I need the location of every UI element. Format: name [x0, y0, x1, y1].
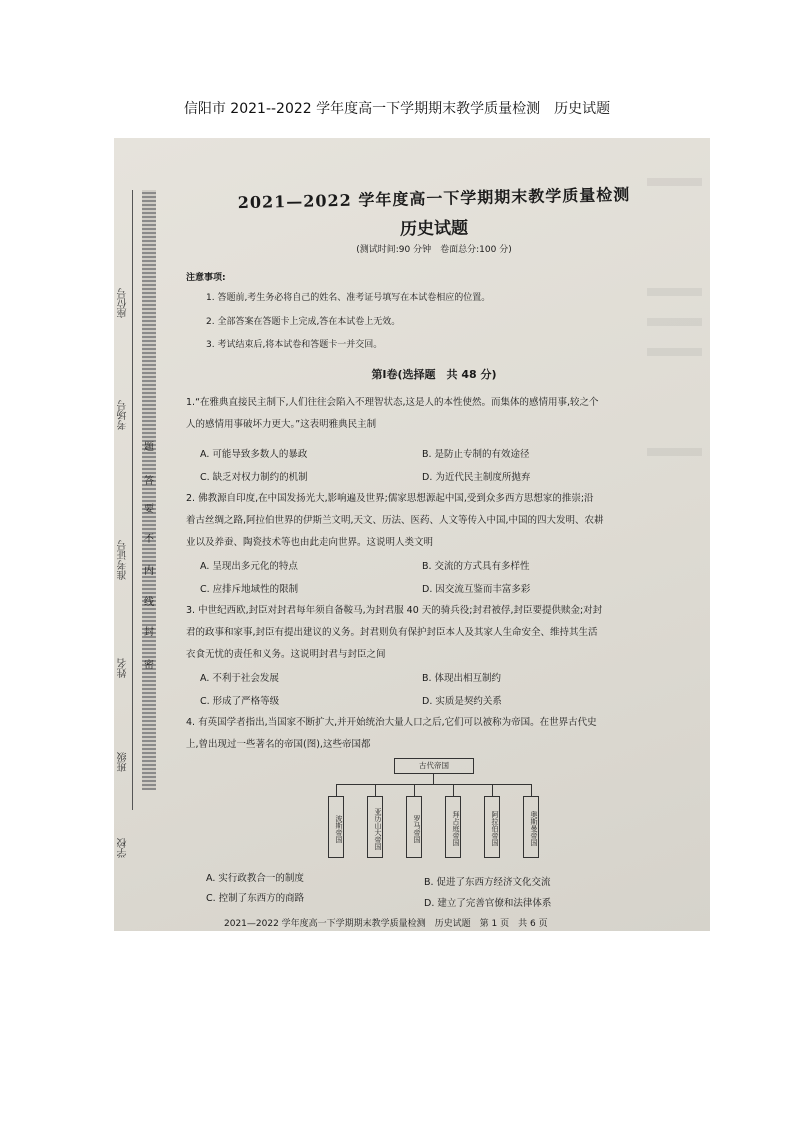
seal-char: 答: [144, 476, 154, 487]
question-line: 1.“在雅典直接民主制下,人们往往会陷入不理智状态,这是人的本性使然。而集体的感情用事,较之个: [186, 397, 599, 408]
diagram-node: 阿拉伯帝国: [484, 796, 500, 858]
notice-item: 1. 答题前,考生务必将自己的姓名、准考证号填写在本试卷相应的位置。: [206, 293, 491, 303]
bleed-mark: [647, 178, 702, 186]
q3-option-a: A. 不利于社会发展: [200, 673, 279, 684]
margin-school-label: 学校: [118, 838, 129, 858]
question-line: 3. 中世纪西欧,封臣对封君每年须自备鞍马,为封君服 40 天的骑兵役;封君被俘,封臣要提供赎金;对封: [186, 605, 603, 616]
diagram-connector: [433, 774, 434, 784]
q2-option-d: D. 因交流互鉴而丰富多彩: [422, 584, 531, 595]
diagram-connector: [336, 784, 337, 796]
diagram-node: 奥斯曼帝国: [523, 796, 539, 858]
q1-option-a: A. 可能导致多数人的暴政: [200, 449, 308, 460]
bleed-mark: [647, 448, 702, 456]
q2-option-a: A. 呈现出多元化的特点: [200, 561, 298, 572]
diagram-connector: [492, 784, 493, 796]
q4-option-d: D. 建立了完善官僚和法律体系: [424, 898, 552, 909]
page-footer: 2021—2022 学年度高一下学期期末教学质量检测 历史试题 第 1 页 共 6 页: [224, 919, 548, 929]
exam-photo: [114, 138, 710, 931]
exam-title: 2021—2022 学年度高一下学期期末教学质量检测: [237, 184, 631, 213]
empire-diagram: [324, 756, 544, 856]
bleed-mark: [647, 288, 702, 296]
diagram-node: 拜占庭帝国: [445, 796, 461, 858]
diagram-node: 罗马帝国: [406, 796, 422, 858]
margin-seal-strip: [142, 190, 156, 790]
diagram-connector: [336, 784, 532, 785]
q1-option-d: D. 为近代民主制度所抛弃: [422, 472, 531, 483]
seal-char: 封: [144, 627, 154, 638]
q1-option-b: B. 是防止专制的有效途径: [422, 449, 530, 460]
question-line: 君的政事和家事,封臣有提出建议的义务。封君则负有保护封臣本人及其家人生命安全、维持其生活: [186, 627, 598, 638]
notice-item: 3. 考试结束后,将本试卷和答题卡一并交回。: [206, 340, 383, 350]
q4-option-b: B. 促进了东西方经济文化交流: [424, 877, 551, 888]
diagram-node: 亚历山大帝国: [367, 796, 383, 858]
margin-name-label: 姓名: [118, 658, 129, 678]
q2-option-b: B. 交流的方式具有多样性: [422, 561, 530, 572]
question-3: [186, 600, 686, 666]
notice-item: 2. 全部答案在答题卡上完成,答在本试卷上无效。: [206, 317, 401, 327]
exam-time-info: (测试时间:90 分钟 卷面总分:100 分): [356, 245, 512, 255]
margin-seat-label: 座位号: [118, 288, 129, 318]
question-2: [186, 488, 686, 554]
q2-option-c: C. 应排斥地域性的限制: [200, 584, 299, 595]
question-line: 4. 有英国学者指出,当国家不断扩大,并开始统治大量人口之后,它们可以被称为帝国。在世界古代史: [186, 717, 597, 728]
question-line: 人的感情用事破坏力更大。”这表明雅典民主制: [186, 419, 377, 430]
q3-option-b: B. 体现出相互制约: [422, 673, 502, 684]
q4-option-a: A. 实行政教合一的制度: [206, 873, 304, 884]
question-4: [186, 712, 686, 756]
diagram-connector: [414, 784, 415, 796]
margin-cut-line: [132, 190, 133, 810]
notice-heading: 注意事项:: [186, 273, 226, 283]
diagram-root: 古代帝国: [394, 758, 474, 774]
q4-option-c: C. 控制了东西方的商路: [206, 893, 305, 904]
diagram-connector: [375, 784, 376, 796]
bleed-mark: [647, 318, 702, 326]
margin-class-label: 班级: [118, 752, 129, 772]
margin-admission-label: 准考证号: [118, 540, 129, 580]
question-line: 衣食无忧的责任和义务。这说明封君与封臣之间: [186, 649, 386, 660]
page-header: 信阳市 2021--2022 学年度高一下学期期末教学质量检测 历史试题: [183, 101, 611, 117]
seal-char: 线: [144, 597, 154, 608]
section-title: 第Ⅰ卷(选择题 共 48 分): [371, 368, 497, 381]
question-line: 着古丝绸之路,阿拉伯世界的伊斯兰文明,天文、历法、医药、人文等传入中国,中国的四大发明、农耕: [186, 515, 604, 526]
seal-char: 不: [144, 534, 154, 545]
diagram-node: 波斯帝国: [328, 796, 344, 858]
diagram-connector: [453, 784, 454, 796]
seal-char: 题: [144, 442, 154, 453]
seal-char: 内: [144, 566, 154, 577]
q1-option-c: C. 缺乏对权力制约的机制: [200, 472, 308, 483]
exam-subject: 历史试题: [399, 218, 469, 240]
question-line: 业以及养蚕、陶瓷技术等也由此走向世界。这说明人类文明: [186, 537, 434, 548]
question-line: 上,曾出现过一些著名的帝国(图),这些帝国都: [186, 739, 371, 750]
margin-exam-no-label: 考场号: [118, 400, 129, 430]
question-1: [186, 392, 686, 436]
seal-char: 密: [144, 660, 154, 671]
seal-char: 要: [144, 504, 154, 515]
q3-option-d: D. 实质是契约关系: [422, 696, 502, 707]
diagram-connector: [531, 784, 532, 796]
q3-option-c: C. 形成了严格等级: [200, 696, 280, 707]
bleed-mark: [647, 348, 702, 356]
question-line: 2. 佛教源自印度,在中国发扬光大,影响遍及世界;儒家思想源起中国,受到众多西方思想家的推崇;沿: [186, 493, 594, 504]
